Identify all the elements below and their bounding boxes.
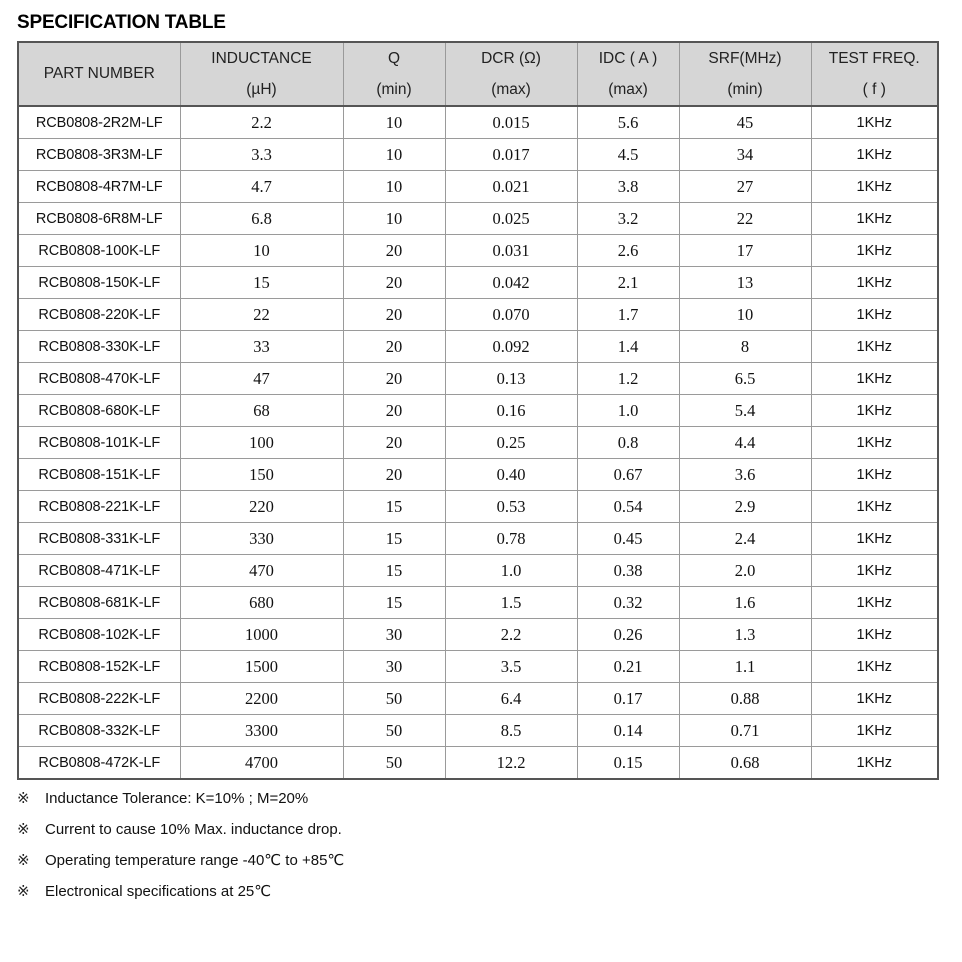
header-test-freq bbox=[811, 42, 938, 106]
test-freq-cell: 1KHz bbox=[811, 299, 938, 331]
part-number-cell: RCB0808-3R3M-LF bbox=[18, 139, 180, 171]
header-test-freq-label: TEST FREQ. bbox=[828, 49, 920, 67]
reference-mark-icon: ※ bbox=[17, 882, 30, 900]
q-cell: 15 bbox=[343, 491, 445, 523]
dcr-cell: 1.0 bbox=[445, 555, 577, 587]
part-number-cell: RCB0808-101K-LF bbox=[18, 427, 180, 459]
header-dcr-unit: (max) bbox=[491, 80, 531, 98]
dcr-cell: 0.070 bbox=[445, 299, 577, 331]
footnote-text: Inductance Tolerance: K=10% ; M=20% bbox=[45, 790, 309, 807]
part-number-cell: RCB0808-330K-LF bbox=[18, 331, 180, 363]
dcr-cell: 0.017 bbox=[445, 139, 577, 171]
idc-cell: 0.38 bbox=[577, 555, 679, 587]
idc-cell: 0.45 bbox=[577, 523, 679, 555]
dcr-cell: 0.53 bbox=[445, 491, 577, 523]
idc-cell: 2.1 bbox=[577, 267, 679, 299]
reference-mark-icon: ※ bbox=[17, 851, 30, 869]
dcr-cell: 2.2 bbox=[445, 619, 577, 651]
idc-cell: 3.8 bbox=[577, 171, 679, 203]
dcr-cell: 0.40 bbox=[445, 459, 577, 491]
inductance-cell: 68 bbox=[180, 395, 343, 427]
footnote-item bbox=[17, 879, 917, 910]
idc-cell: 0.54 bbox=[577, 491, 679, 523]
table-row bbox=[18, 683, 938, 715]
inductance-cell: 10 bbox=[180, 235, 343, 267]
idc-cell: 0.67 bbox=[577, 459, 679, 491]
q-cell: 20 bbox=[343, 395, 445, 427]
idc-cell: 1.2 bbox=[577, 363, 679, 395]
dcr-cell: 0.092 bbox=[445, 331, 577, 363]
table-row bbox=[18, 171, 938, 203]
table-row bbox=[18, 363, 938, 395]
inductance-cell: 1500 bbox=[180, 651, 343, 683]
q-cell: 15 bbox=[343, 555, 445, 587]
dcr-cell: 0.015 bbox=[445, 106, 577, 139]
table-row bbox=[18, 139, 938, 171]
srf-cell: 34 bbox=[679, 139, 811, 171]
table-row bbox=[18, 299, 938, 331]
idc-cell: 0.8 bbox=[577, 427, 679, 459]
idc-cell: 0.21 bbox=[577, 651, 679, 683]
dcr-cell: 1.5 bbox=[445, 587, 577, 619]
q-cell: 20 bbox=[343, 235, 445, 267]
test-freq-cell: 1KHz bbox=[811, 523, 938, 555]
part-number-cell: RCB0808-472K-LF bbox=[38, 754, 161, 771]
test-freq-cell: 1KHz bbox=[811, 555, 938, 587]
header-srf bbox=[679, 42, 811, 106]
inductance-cell: 1000 bbox=[180, 619, 343, 651]
dcr-cell: 0.78 bbox=[445, 523, 577, 555]
idc-cell: 1.0 bbox=[577, 395, 679, 427]
table-row bbox=[18, 106, 938, 139]
header-dcr-label: DCR (Ω) bbox=[481, 49, 541, 67]
idc-cell: 3.2 bbox=[577, 203, 679, 235]
srf-cell: 0.88 bbox=[679, 683, 811, 715]
footnote-item bbox=[17, 817, 917, 848]
footnote-text: Operating temperature range -40℃ to +85℃ bbox=[45, 852, 345, 869]
idc-cell: 2.6 bbox=[577, 235, 679, 267]
inductance-cell: 150 bbox=[180, 459, 343, 491]
inductance-cell: 3300 bbox=[180, 715, 343, 747]
table-row bbox=[18, 331, 938, 363]
q-cell: 20 bbox=[343, 363, 445, 395]
inductance-cell: 4.7 bbox=[180, 171, 343, 203]
table-header-row bbox=[18, 42, 938, 106]
part-number-cell: RCB0808-680K-LF bbox=[18, 395, 180, 427]
srf-cell: 10 bbox=[679, 299, 811, 331]
q-cell: 20 bbox=[343, 331, 445, 363]
idc-cell: 0.32 bbox=[577, 587, 679, 619]
q-cell: 30 bbox=[343, 619, 445, 651]
part-number-cell: RCB0808-6R8M-LF bbox=[18, 203, 180, 235]
srf-cell: 27 bbox=[679, 171, 811, 203]
part-number-cell: RCB0808-471K-LF bbox=[18, 555, 180, 587]
inductance-cell: 100 bbox=[180, 427, 343, 459]
inductance-cell: 3.3 bbox=[180, 139, 343, 171]
idc-cell: 0.26 bbox=[577, 619, 679, 651]
footnote-item bbox=[17, 848, 917, 879]
test-freq-cell: 1KHz bbox=[811, 139, 938, 171]
test-freq-cell: 1KHz bbox=[811, 363, 938, 395]
table-row bbox=[18, 235, 938, 267]
inductance-cell: 330 bbox=[180, 523, 343, 555]
idc-cell: 5.6 bbox=[577, 106, 679, 139]
inductance-cell: 47 bbox=[180, 363, 343, 395]
specification-table bbox=[17, 41, 939, 780]
q-cell: 20 bbox=[343, 459, 445, 491]
dcr-cell: 0.16 bbox=[445, 395, 577, 427]
inductance-cell: 470 bbox=[180, 555, 343, 587]
test-freq-cell: 1KHz bbox=[811, 459, 938, 491]
inductance-cell: 33 bbox=[180, 331, 343, 363]
q-cell: 10 bbox=[343, 106, 445, 139]
table-row bbox=[18, 747, 938, 780]
header-srf-unit: (min) bbox=[727, 80, 763, 98]
header-part-number bbox=[18, 42, 180, 106]
srf-cell: 13 bbox=[679, 267, 811, 299]
srf-cell: 22 bbox=[679, 203, 811, 235]
part-number-cell: RCB0808-222K-LF bbox=[18, 683, 180, 715]
table-row bbox=[18, 715, 938, 747]
test-freq-cell: 1KHz bbox=[811, 171, 938, 203]
inductance-cell: 15 bbox=[180, 267, 343, 299]
q-cell: 15 bbox=[343, 523, 445, 555]
test-freq-cell: 1KHz bbox=[811, 715, 938, 747]
part-number-cell: RCB0808-102K-LF bbox=[18, 619, 180, 651]
test-freq-cell: 1KHz bbox=[811, 427, 938, 459]
part-number-cell: RCB0808-331K-LF bbox=[18, 523, 180, 555]
table-row bbox=[18, 395, 938, 427]
dcr-cell: 12.2 bbox=[445, 747, 577, 780]
reference-mark-icon: ※ bbox=[17, 820, 30, 838]
part-number-cell: RCB0808-150K-LF bbox=[18, 267, 180, 299]
test-freq-cell: 1KHz bbox=[811, 395, 938, 427]
header-srf-label: SRF(MHz) bbox=[708, 49, 782, 67]
table-body bbox=[18, 106, 938, 779]
part-number-cell: RCB0808-152K-LF bbox=[18, 651, 180, 683]
dcr-cell: 6.4 bbox=[445, 683, 577, 715]
table-row bbox=[18, 619, 938, 651]
header-inductance-unit: (µH) bbox=[246, 80, 277, 98]
header-part-number-label: PART NUMBER bbox=[43, 65, 155, 82]
header-test-freq-unit: ( f ) bbox=[862, 80, 886, 98]
header-q-unit: (min) bbox=[376, 80, 412, 98]
header-inductance bbox=[180, 42, 343, 106]
q-cell: 10 bbox=[343, 171, 445, 203]
idc-cell: 0.14 bbox=[577, 715, 679, 747]
test-freq-cell: 1KHz bbox=[811, 683, 938, 715]
srf-cell: 3.6 bbox=[679, 459, 811, 491]
idc-cell: 0.15 bbox=[577, 747, 679, 780]
part-number-cell: RCB0808-221K-LF bbox=[18, 491, 180, 523]
inductance-cell: 4700 bbox=[180, 747, 343, 780]
srf-cell: 1.1 bbox=[679, 651, 811, 683]
dcr-cell: 0.025 bbox=[445, 203, 577, 235]
dcr-cell: 0.13 bbox=[445, 363, 577, 395]
dcr-cell: 0.021 bbox=[445, 171, 577, 203]
dcr-cell: 0.042 bbox=[445, 267, 577, 299]
inductance-cell: 22 bbox=[180, 299, 343, 331]
header-idc bbox=[577, 42, 679, 106]
part-number-cell: RCB0808-332K-LF bbox=[18, 715, 180, 747]
header-idc-label: IDC ( A ) bbox=[598, 49, 658, 67]
table-row bbox=[18, 651, 938, 683]
part-number-cell: RCB0808-220K-LF bbox=[18, 299, 180, 331]
table-row bbox=[18, 427, 938, 459]
idc-cell: 1.7 bbox=[577, 299, 679, 331]
inductance-cell: 220 bbox=[180, 491, 343, 523]
header-q-label: Q bbox=[387, 49, 401, 67]
header-inductance-label: INDUCTANCE bbox=[211, 49, 312, 67]
test-freq-cell: 1KHz bbox=[811, 267, 938, 299]
srf-cell: 1.6 bbox=[679, 587, 811, 619]
srf-cell: 1.3 bbox=[679, 619, 811, 651]
test-freq-cell: 1KHz bbox=[811, 331, 938, 363]
inductance-cell: 2.2 bbox=[180, 106, 343, 139]
footnotes bbox=[17, 786, 917, 910]
q-cell: 30 bbox=[343, 651, 445, 683]
idc-cell: 0.17 bbox=[577, 683, 679, 715]
table-row bbox=[18, 555, 938, 587]
dcr-cell: 8.5 bbox=[445, 715, 577, 747]
table-row bbox=[18, 587, 938, 619]
test-freq-cell: 1KHz bbox=[811, 747, 938, 780]
q-cell: 15 bbox=[343, 587, 445, 619]
part-number-cell: RCB0808-2R2M-LF bbox=[18, 106, 180, 139]
q-cell: 20 bbox=[343, 427, 445, 459]
q-cell: 20 bbox=[343, 267, 445, 299]
test-freq-cell: 1KHz bbox=[811, 203, 938, 235]
test-freq-cell: 1KHz bbox=[811, 106, 938, 139]
srf-cell: 6.5 bbox=[679, 363, 811, 395]
srf-cell: 0.68 bbox=[679, 747, 811, 780]
q-cell: 50 bbox=[343, 715, 445, 747]
test-freq-cell: 1KHz bbox=[811, 235, 938, 267]
part-number-cell: RCB0808-470K-LF bbox=[18, 363, 180, 395]
srf-cell: 5.4 bbox=[679, 395, 811, 427]
inductance-cell: 680 bbox=[180, 587, 343, 619]
table-row bbox=[18, 491, 938, 523]
table-row bbox=[18, 203, 938, 235]
test-freq-cell: 1KHz bbox=[811, 491, 938, 523]
q-cell: 10 bbox=[343, 139, 445, 171]
srf-cell: 0.71 bbox=[679, 715, 811, 747]
srf-cell: 2.4 bbox=[679, 523, 811, 555]
inductance-cell: 6.8 bbox=[180, 203, 343, 235]
header-dcr bbox=[445, 42, 577, 106]
header-idc-unit: (max) bbox=[608, 80, 648, 98]
q-cell: 50 bbox=[343, 747, 445, 780]
table-row bbox=[18, 523, 938, 555]
idc-cell: 4.5 bbox=[577, 139, 679, 171]
header-q bbox=[343, 42, 445, 106]
q-cell: 20 bbox=[343, 299, 445, 331]
page-title: SPECIFICATION TABLE bbox=[17, 12, 226, 33]
footnote-text: Current to cause 10% Max. inductance drop. bbox=[45, 821, 342, 838]
srf-cell: 17 bbox=[679, 235, 811, 267]
table-row bbox=[18, 459, 938, 491]
inductance-cell: 2200 bbox=[180, 683, 343, 715]
part-number-cell: RCB0808-681K-LF bbox=[18, 587, 180, 619]
test-freq-cell: 1KHz bbox=[811, 619, 938, 651]
footnote-text: Electronical specifications at 25℃ bbox=[45, 883, 272, 900]
test-freq-cell: 1KHz bbox=[811, 651, 938, 683]
srf-cell: 8 bbox=[679, 331, 811, 363]
part-number-cell: RCB0808-151K-LF bbox=[18, 459, 180, 491]
dcr-cell: 3.5 bbox=[445, 651, 577, 683]
q-cell: 50 bbox=[343, 683, 445, 715]
srf-cell: 45 bbox=[679, 106, 811, 139]
table-row bbox=[18, 267, 938, 299]
idc-cell: 1.4 bbox=[577, 331, 679, 363]
dcr-cell: 0.031 bbox=[445, 235, 577, 267]
srf-cell: 4.4 bbox=[679, 427, 811, 459]
test-freq-cell: 1KHz bbox=[811, 587, 938, 619]
part-number-cell: RCB0808-100K-LF bbox=[18, 235, 180, 267]
part-number-cell: RCB0808-4R7M-LF bbox=[18, 171, 180, 203]
footnote-item bbox=[17, 786, 917, 817]
srf-cell: 2.0 bbox=[679, 555, 811, 587]
q-cell: 10 bbox=[343, 203, 445, 235]
reference-mark-icon: ※ bbox=[17, 789, 30, 807]
srf-cell: 2.9 bbox=[679, 491, 811, 523]
dcr-cell: 0.25 bbox=[445, 427, 577, 459]
